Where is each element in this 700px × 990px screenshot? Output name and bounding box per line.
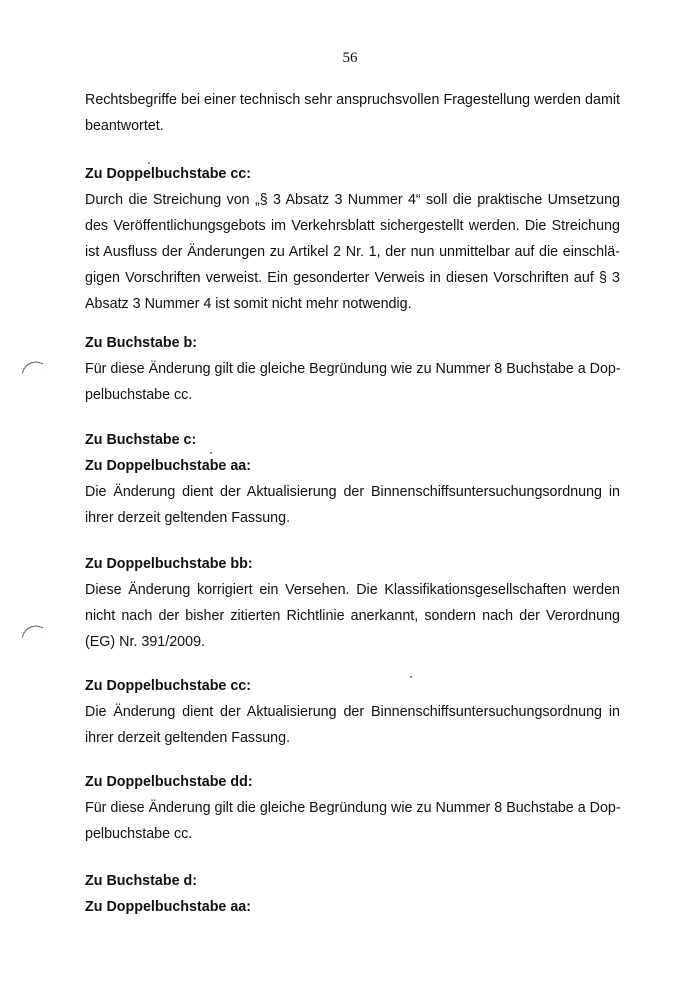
text-line: pelbuchstabe cc. [85,387,193,403]
section-heading: Zu Buchstabe d: [85,873,197,889]
text-line: ihrer derzeit geltenden Fassung. [85,730,291,746]
text-line: des Veröffentlichungsgebots im Verkehrsblatt sichergestellt werden. Die Streichung [85,218,620,234]
punch-hole-mark [22,622,44,644]
section-heading: Zu Doppelbuchstabe cc: [85,166,252,182]
text-line: Absatz 3 Nummer 4 ist somit nicht mehr notwendig. [85,296,412,312]
text-line: nicht nach der bisher zitierten Richtlinie anerkannt, sondern nach der Verordnung [85,608,620,624]
scan-speck [210,452,212,454]
section-buchstabe-c [85,427,620,531]
section-heading: Zu Buchstabe c: [85,432,197,448]
text-line: Rechtsbegriffe bei einer technisch sehr anspruchsvollen Fragestellung werden damit [85,92,620,108]
section-heading: Zu Buchstabe b: [85,335,197,351]
text-line: Die Änderung dient der Aktualisierung der Binnenschiffsuntersuchungsordnung in [85,484,620,500]
punch-hole-mark [22,358,44,380]
section-doppelbuchstabe-cc [85,161,620,317]
text-line: Die Änderung dient der Aktualisierung der Binnenschiffsuntersuchungsordnung in [85,704,620,720]
section-buchstabe-b [85,330,620,408]
section-buchstabe-d [85,868,620,920]
text-line: Für diese Änderung gilt die gleiche Begründung wie zu Nummer 8 Buchstabe a Dop- [85,361,621,377]
section-doppelbuchstabe-cc-2 [85,673,620,751]
text-line: ihrer derzeit geltenden Fassung. [85,510,291,526]
text-line: Durch die Streichung von „§ 3 Absatz 3 Nummer 4“ soll die praktische Umsetzung [85,192,620,208]
text-line: ist Ausfluss der Änderungen zu Artikel 2 Nr. 1, der nun unmittelbar auf die einschlä- [85,244,620,260]
scan-speck [410,676,412,678]
section-doppelbuchstabe-dd [85,769,620,847]
section-heading: Zu Doppelbuchstabe bb: [85,556,253,572]
paragraph-continuation [85,87,620,139]
section-heading: Zu Doppelbuchstabe dd: [85,774,253,790]
text-line: beantwortet. [85,118,164,134]
text-line: (EG) Nr. 391/2009. [85,634,205,650]
text-line: Für diese Änderung gilt die gleiche Begründung wie zu Nummer 8 Buchstabe a Dop- [85,800,621,816]
page-number: 56 [342,50,358,66]
section-subheading: Zu Doppelbuchstabe aa: [85,458,252,474]
text-line: gigen Vorschriften verweist. Ein gesonderter Verweis in diesen Vorschriften auf § 3 [85,270,620,286]
section-heading: Zu Doppelbuchstabe cc: [85,678,252,694]
text-line: Diese Änderung korrigiert ein Versehen. Die Klassifikationsgesellschaften werden [85,582,620,598]
section-subheading: Zu Doppelbuchstabe aa: [85,899,252,915]
section-doppelbuchstabe-bb [85,551,620,655]
text-line: pelbuchstabe cc. [85,826,193,842]
scan-speck [148,162,150,164]
